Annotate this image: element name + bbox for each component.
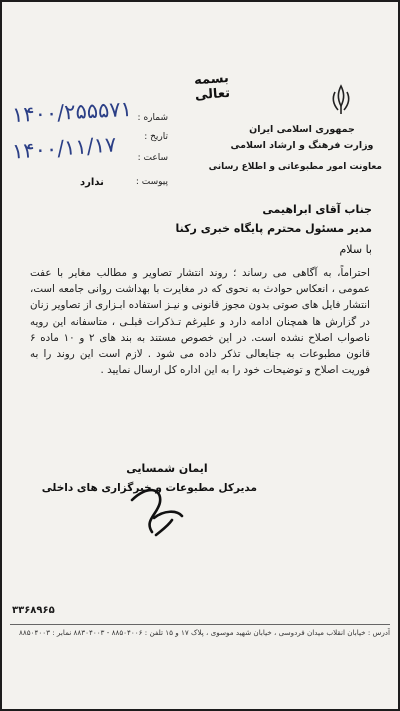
org-line-country: جمهوری اسلامی ایران — [249, 124, 355, 135]
greeting: با سلام — [339, 243, 372, 256]
letter-body: احتراماً، به آگاهی می رساند ؛ روند انتشار تصاویر و مطالب مغایر با عفت عمومی ، انعکاس حوادث به نحوی که در مغایرت با بهداشت روانی جامعه است، انتشار فایل های صوتی بدون مجوز قانونی و نیـز استفاده ابـزاری از تصاویر زنان در گزارش ها همچنان ادامه دارد و علیرغم تـذکرات قبلـی ، متاسفانه این رویه ناصواب اصلاح نشده است. در این خصوص مستند به بند های ۲ و ۱۰ ماده ۶ قانون مطبوعات به جنابعالی تذکر داده می شود . لازم است این روند را به فوریت اصلاح و توضیحات خود را به این اداره کل ارسال نمایید . — [30, 267, 370, 377]
attachment-value: ندارد — [80, 177, 104, 188]
date-label: تاریخ : — [144, 132, 168, 142]
reference-number: ۳۳۶۸۹۶۵ — [12, 605, 55, 616]
recipient-name: جناب آقای ابراهیمی — [262, 203, 372, 216]
org-line-deputy: معاونت امور مطبوعاتی و اطلاع رسانی — [208, 162, 382, 172]
signature-scribble — [122, 480, 192, 540]
number-label: شماره : — [137, 113, 168, 123]
number-value: ۱۴۰۰/۲۵۵۵۷۱ — [11, 96, 133, 128]
attachment-label: پیوست : — [135, 177, 168, 187]
iran-emblem-icon — [329, 84, 353, 116]
footer-address: آدرس : خیابان انقلاب میدان فردوسی ، خیابان شهید موسوی ، پلاک ۱۷ و ۱۵ تلفن : ۸۸۵۰۴۰۰۶ - ۸۸۳۰۴۰۰۳ نمابر : ۸۸۵۰۴۰۰۳ — [19, 628, 390, 637]
time-label: ساعت : — [137, 153, 168, 163]
footer-divider — [10, 624, 390, 625]
letter-page — [2, 2, 398, 709]
bismillah-heading: بسمه تعالی — [193, 70, 231, 104]
org-line-ministry: وزارت فرهنگ و ارشاد اسلامی — [230, 140, 374, 151]
signatory-name: ایمان شمسایی — [126, 462, 208, 475]
signatory-title: مدیرکل مطبوعات و خبرگزاری های داخلی — [41, 482, 257, 494]
date-value: ۱۴۰۰/۱۱/۱۷ — [11, 132, 118, 164]
recipient-position: مدیر مسئول محترم پایگاه خبری رکنا — [175, 222, 372, 235]
